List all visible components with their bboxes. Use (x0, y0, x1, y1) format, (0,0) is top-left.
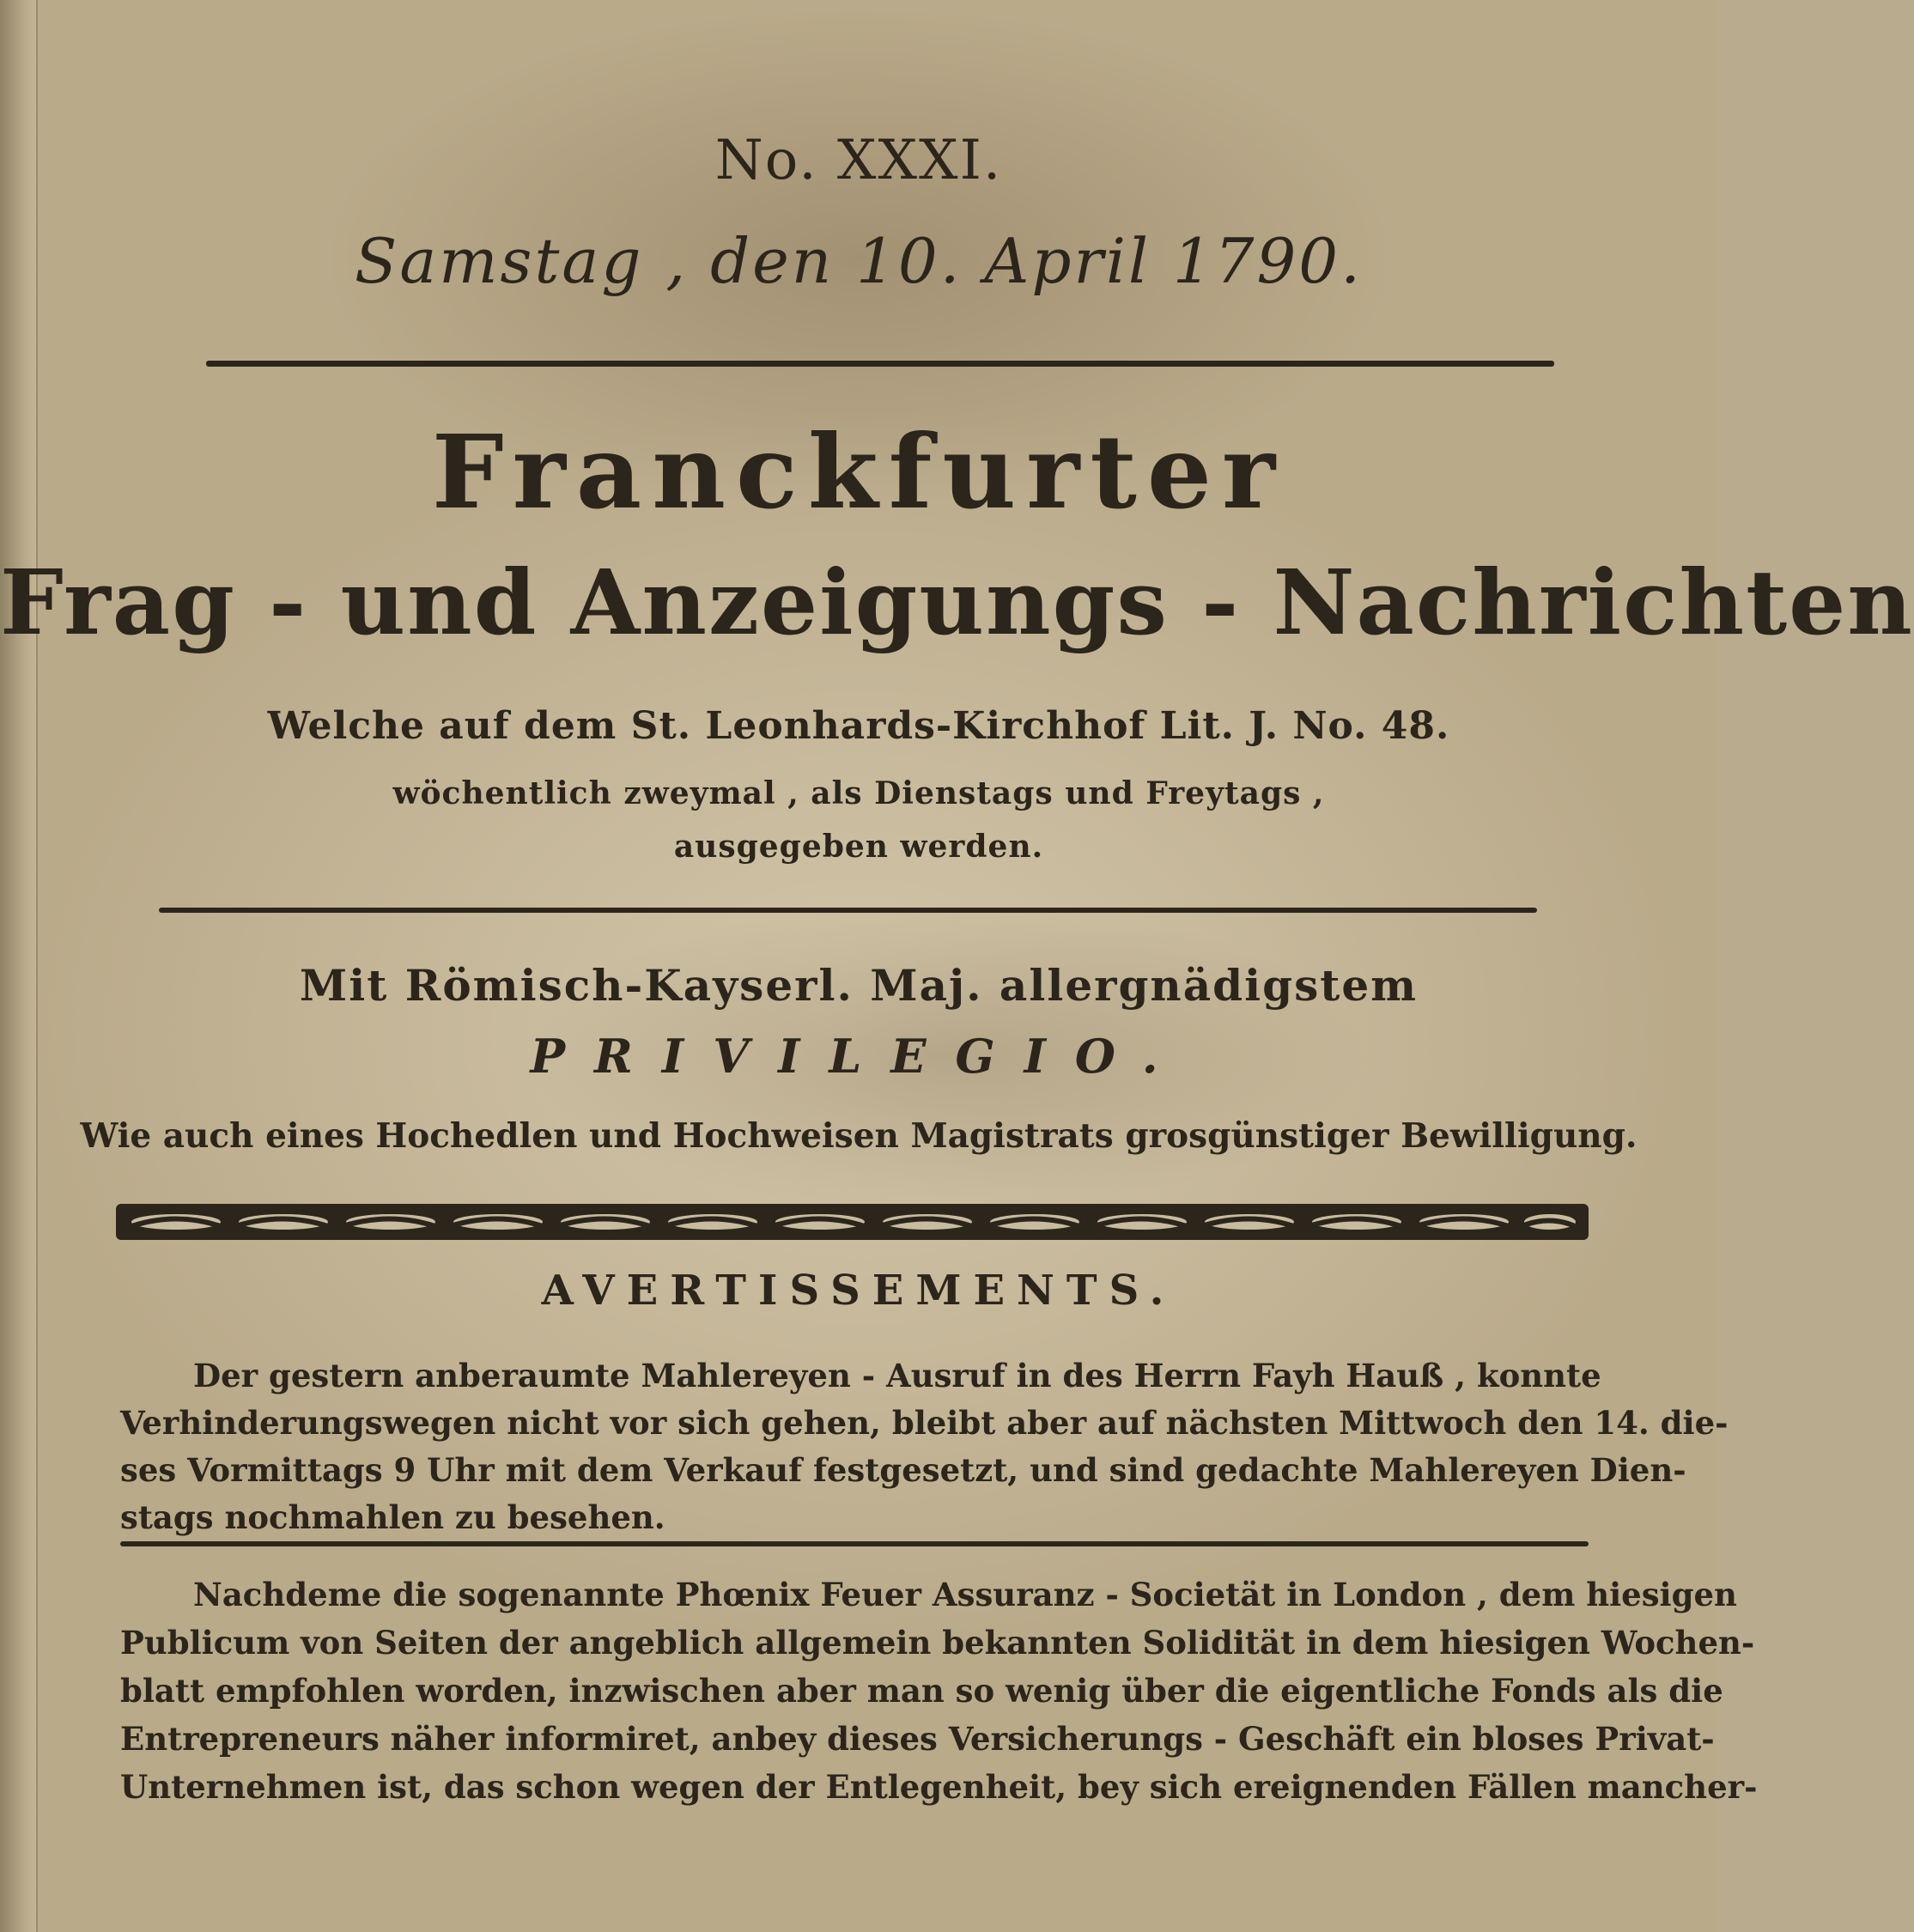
notice-2-line: Publicum von Seiten der angeblich allgemein bekannten Solidität in dem hiesigen Wochen- (120, 1624, 1755, 1662)
masthead-title-line-2: Frag - und Anzeigungs - Nachrichten (0, 550, 1914, 655)
privilege-line-1: Mit Römisch-Kayserl. Maj. allergnädigstem (299, 960, 1419, 1011)
top-rule (206, 361, 1554, 367)
notice-separator-rule (120, 1541, 1589, 1546)
issue-number: No. XXXI. (714, 129, 1003, 192)
notice-1-line: ses Vormittags 9 Uhr mit dem Verkauf festgesetzt, und sind gedachte Mahlereyen Dien- (120, 1451, 1686, 1489)
notice-2-line: Unternehmen ist, das schon wegen der Entlegenheit, bey sich ereignenden Fällen mancher- (120, 1768, 1758, 1806)
ornamental-border (116, 1200, 1589, 1243)
masthead-title-line-1: Franckfurter (431, 412, 1286, 532)
notice-1-line: stags nochmahlen zu besehen. (120, 1498, 665, 1536)
notice-2-line: blatt empfohlen worden, inzwischen aber man so wenig über die eigentliche Fonds als die (120, 1672, 1723, 1710)
issue-date: Samstag , den 10. April 1790. (355, 225, 1363, 297)
publication-schedule: wöchentlich zweymal , als Dienstags und Freytags , (392, 775, 1325, 811)
publication-issued: ausgegeben werden. (673, 829, 1044, 865)
section-heading: AVERTISSEMENTS. (541, 1267, 1176, 1315)
notice-2-line: Nachdeme die sogenannte Phœnix Feuer Assuranz - Societät in London , dem hiesigen (193, 1576, 1737, 1613)
middle-rule (159, 908, 1537, 913)
privilege-title: PRIVILEGIO. (530, 1029, 1188, 1084)
notice-1-line: Der gestern anberaumte Mahlereyen - Ausruf in des Herrn Fayh Hauß , konnte (193, 1357, 1601, 1394)
notice-1-line: Verhinderungswegen nicht vor sich gehen, bleibt aber auf nächsten Mittwoch den 14. die- (120, 1404, 1729, 1442)
privilege-line-3: Wie auch eines Hochedlen und Hochweisen Magistrats grosgünstiger Bewilligung. (80, 1116, 1638, 1156)
notice-2-line: Entrepreneurs näher informiret, anbey dieses Versicherungs - Geschäft ein bloses Privat- (120, 1720, 1715, 1758)
publication-address: Welche auf dem St. Leonhards-Kirchhof Lit. J. No. 48. (267, 704, 1450, 748)
